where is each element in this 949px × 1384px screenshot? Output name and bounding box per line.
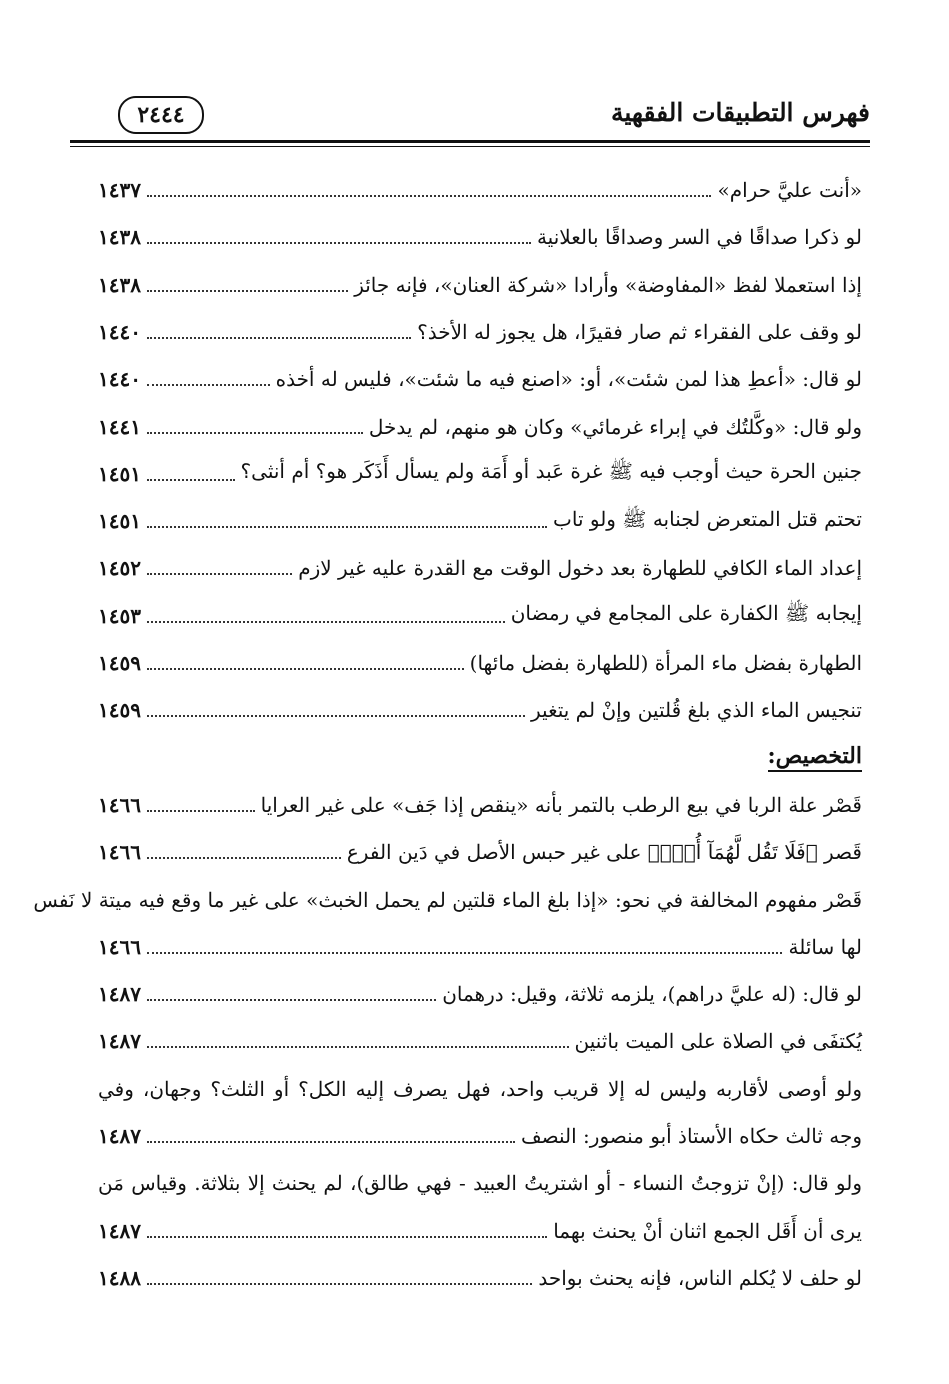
index-entry	[98, 356, 862, 402]
index-entry	[98, 829, 862, 875]
index-entry	[98, 404, 862, 450]
entry-text: لها سائلة	[788, 934, 862, 959]
index-entry	[98, 309, 862, 355]
entry-page-number: ١٤٤٠	[98, 319, 141, 344]
entry-page-number: ١٤٥٩	[98, 651, 141, 675]
entry-page-number: ١٤٨٧	[98, 1124, 141, 1148]
entry-text: ولو أوصى لأقاربه وليس له إلا قريب واحد، فهل يصرف إليه الكل؟ أو الثلث؟ وجهان، وفي	[98, 1076, 862, 1101]
header-rule-thin	[70, 146, 870, 147]
entry-text: لو ذكرا صداقًا في السر وصداقًا بالعلانية	[536, 225, 862, 250]
entry-text: قَصْر مفهوم المخالفة في نحو: «إذا بلغ الماء قلتين لم يحمل الخبث» على غير ما وقع فيه ميتة لا نَفس	[33, 887, 862, 912]
entry-page-number: ١٤٥٢	[98, 556, 141, 581]
dot-leader	[147, 810, 255, 812]
entry-page-number: ١٤٣٧	[98, 178, 141, 202]
entry-text: إيجابه ﷺ الكفارة على المجامع في رمضان	[510, 601, 862, 626]
dot-leader	[147, 668, 464, 670]
entry-page-number: ١٤٨٨	[98, 1265, 141, 1290]
page-header	[70, 96, 870, 136]
dot-leader	[147, 999, 436, 1001]
dot-leader	[147, 479, 235, 481]
entry-page-number: ١٤٦٦	[98, 792, 141, 817]
entry-text: الطهارة بفضل ماء المرأة (للطهارة بفضل مائها)	[469, 651, 862, 675]
dot-leader	[147, 1046, 569, 1048]
index-entry	[98, 451, 862, 497]
entry-text: ولو قال: (إنْ تزوجتُ النساء - أو اشتريتُ العبيد - فهي طالق)، لم يحنث إلا بثلاثة. وقياس مَن	[98, 1171, 862, 1196]
dot-leader	[147, 242, 531, 244]
entry-page-number: ١٤٨٧	[98, 1029, 141, 1054]
entry-page-number: ١٤٦٦	[98, 934, 141, 959]
index-entry	[98, 782, 862, 828]
entry-text: لو قال: «أعطِ هذا لمن شئت»، أو: «اصنع فيه ما شئت»، فليس له أخذه	[275, 367, 862, 392]
dot-leader	[147, 857, 341, 859]
dot-leader	[147, 1141, 515, 1143]
dot-leader	[147, 384, 270, 386]
dot-leader	[147, 337, 411, 339]
dot-leader	[147, 952, 783, 954]
page-number-badge: ٢٤٤٤	[118, 96, 204, 134]
entry-page-number: ١٤٥١	[98, 509, 141, 534]
index-entry	[98, 924, 862, 970]
index-entry	[98, 545, 862, 591]
index-entry	[98, 1066, 862, 1112]
entry-text: وجه ثالث حكاه الأستاذ أبو منصور: النصف	[520, 1124, 862, 1148]
entry-page-number: ١٤٣٨	[98, 225, 141, 250]
dot-leader	[147, 195, 712, 197]
section-heading: التخصيص:	[768, 743, 862, 772]
entry-page-number: ١٤٥٣	[98, 603, 141, 628]
entry-text: تنجيس الماء الذي بلغ قُلتين وإنْ لم يتغير	[531, 698, 862, 723]
dot-leader	[147, 1283, 532, 1285]
index-entry	[98, 262, 862, 308]
page-title: فهرس التطبيقات الفقهية	[610, 98, 870, 127]
index-entry	[98, 498, 862, 544]
entry-text: قَصر ﴿فَلَا تَقُل لَّهُمَآ أُفّٖ﴾ على غير حبس الأصل في دَين الفرع	[346, 840, 862, 865]
index-entry	[98, 1160, 862, 1206]
dot-leader	[147, 290, 348, 292]
index-entry	[98, 971, 862, 1017]
index-entry	[98, 687, 862, 733]
entry-text: «أنت عليَّ حرام»	[717, 178, 862, 202]
dot-leader	[147, 715, 525, 717]
entry-text: لو قال: (له عليَّ دراهم)، يلزمه ثلاثة، وقيل: درهمان	[442, 982, 862, 1007]
index-entry	[98, 1018, 862, 1064]
entry-text: لو وقف على الفقراء ثم صار فقيرًا، هل يجوز له الأخذ؟	[417, 319, 862, 344]
dot-leader	[147, 621, 505, 623]
entry-page-number: ١٤٨٧	[98, 1218, 141, 1243]
index-entry	[98, 1255, 862, 1301]
entry-text: لو حلف لا يُكلم الناس، فإنه يحنث بواحد	[538, 1265, 862, 1290]
entry-text: تحتم قتل المتعرض لجنابه ﷺ ولو تاب	[553, 506, 862, 531]
entry-text: إذا استعملا لفظ «المفاوضة» وأرادا «شركة العنان»، فإنه جائز	[354, 272, 862, 297]
entry-page-number: ١٤٥٩	[98, 698, 141, 723]
entry-text: جنين الحرة حيث أوجب فيه ﷺ غرة عَبد أو أَمَة ولم يسأل أَذَكَر هو؟ أم أنثى؟	[240, 459, 862, 484]
entry-page-number: ١٤٥١	[98, 461, 141, 486]
entry-page-number: ١٤٨٧	[98, 982, 141, 1007]
index-entry	[98, 1208, 862, 1254]
index-entry	[98, 640, 862, 686]
header-rule-thick	[70, 140, 870, 143]
entry-page-number: ١٤٦٦	[98, 840, 141, 865]
entry-text: ولو قال: «وكَّلتُك في إبراء غرمائي» وكان هو منهم، لم يدخل	[368, 414, 862, 439]
entry-page-number: ١٤٤١	[98, 414, 141, 439]
index-entry	[98, 167, 862, 213]
entry-text: يُكتفَى في الصلاة على الميت باثنين	[574, 1029, 862, 1054]
entry-text: يرى أن أَقَل الجمع اثنان أنْ يحنث بهما	[553, 1218, 862, 1243]
entry-page-number: ١٤٣٨	[98, 272, 141, 297]
index-entry	[98, 214, 862, 260]
dot-leader	[147, 526, 547, 528]
dot-leader	[147, 1236, 547, 1238]
dot-leader	[147, 432, 363, 434]
entry-text: إعداد الماء الكافي للطهارة بعد دخول الوقت مع القدرة عليه غير لازم	[298, 556, 862, 581]
index-entry	[98, 593, 862, 639]
index-entry	[33, 877, 862, 923]
dot-leader	[147, 573, 292, 575]
entry-text: قَصْر علة الربا في بيع الرطب بالتمر بأنه «ينقص إذا جَف» على غير العرايا	[260, 792, 862, 817]
entry-page-number: ١٤٤٠	[98, 367, 141, 392]
index-entry	[98, 1113, 862, 1159]
